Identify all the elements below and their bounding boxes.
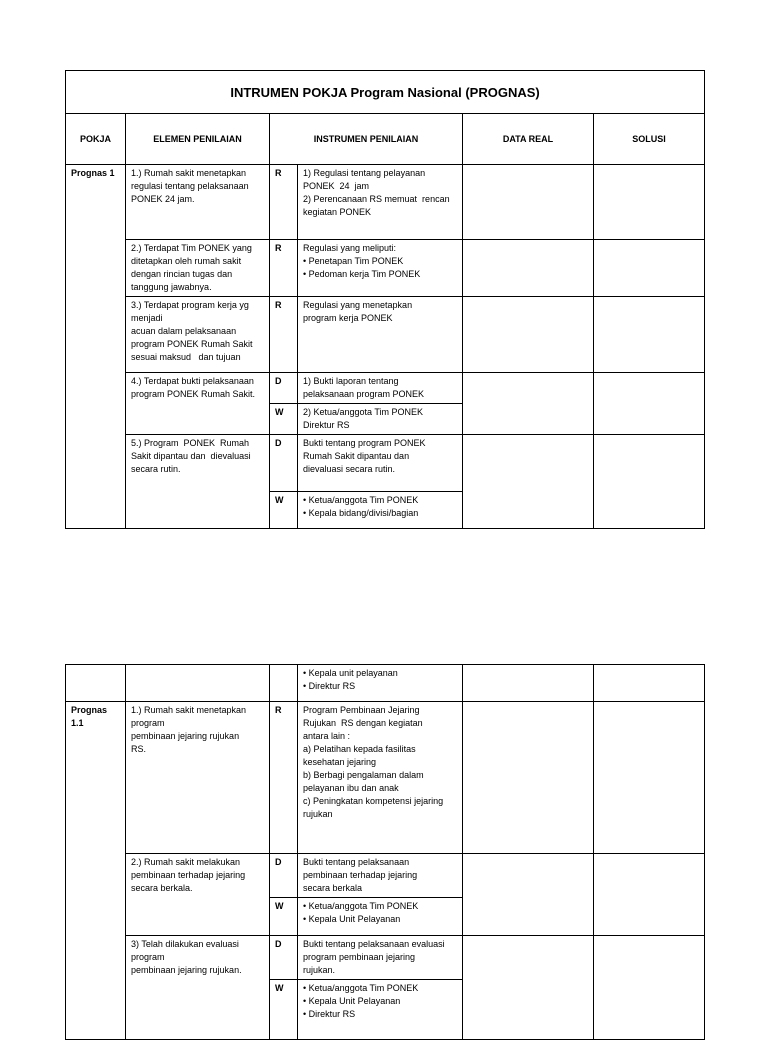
instrumen-cell: 1) Regulasi tentang pelayanan PONEK 24 jam 2) Perencanaan RS memuat rencan kegiatan PONEK [298, 165, 463, 240]
prognas-table-page-1 [65, 70, 705, 529]
elemen-cell: 2.) Terdapat Tim PONEK yang ditetapkan oleh rumah sakit dengan rincian tugas dan tanggung jawabnya. [126, 240, 270, 297]
header-instrumen: INSTRUMEN PENILAIAN [270, 114, 463, 165]
code-cell: R [270, 165, 298, 240]
table-row [66, 297, 705, 373]
instrumen-cell: Bukti tentang program PONEK Rumah Sakit dipantau dan dievaluasi secara rutin. [298, 435, 463, 492]
instrumen-cell: 2) Ketua/anggota Tim PONEK Direktur RS [298, 404, 463, 435]
table-row [66, 936, 705, 980]
elemen-cell: 3) Telah dilakukan evaluasi program pembinaan jejaring rujukan. [126, 936, 270, 1040]
data-real-cell[interactable] [463, 854, 594, 936]
header-row [66, 114, 705, 165]
elemen-cell: 4.) Terdapat bukti pelaksanaan program PONEK Rumah Sakit. [126, 373, 270, 435]
pokja-cell [66, 665, 126, 702]
elemen-cell: 5.) Program PONEK Rumah Sakit dipantau dan dievaluasi secara rutin. [126, 435, 270, 529]
instrumen-cell: Bukti tentang pelaksanaan evaluasi program pembinaan jejaring rujukan. [298, 936, 463, 980]
header-data-real: DATA REAL [463, 114, 594, 165]
elemen-cell: 1.) Rumah sakit menetapkan program pembinaan jejaring rujukan RS. [126, 702, 270, 854]
data-real-cell[interactable] [463, 165, 594, 240]
pokja-label: Prognas 1.1 [66, 702, 126, 1040]
instrumen-cell: • Ketua/anggota Tim PONEK • Kepala Unit Pelayanan [298, 898, 463, 936]
data-real-cell[interactable] [463, 240, 594, 297]
code-cell: R [270, 297, 298, 373]
solusi-cell[interactable] [594, 373, 705, 435]
prognas-table-page-2 [65, 664, 705, 1040]
code-cell: D [270, 936, 298, 980]
solusi-cell[interactable] [594, 702, 705, 854]
instrumen-cell: Regulasi yang menetapkan program kerja PONEK [298, 297, 463, 373]
table-row [66, 165, 705, 240]
solusi-cell[interactable] [594, 435, 705, 529]
instrumen-cell: • Kepala unit pelayanan • Direktur RS [298, 665, 463, 702]
code-cell: W [270, 404, 298, 435]
header-elemen: ELEMEN PENILAIAN [126, 114, 270, 165]
elemen-cell: 1.) Rumah sakit menetapkan regulasi tentang pelaksanaan PONEK 24 jam. [126, 165, 270, 240]
instrumen-cell: • Ketua/anggota Tim PONEK • Kepala Unit Pelayanan • Direktur RS [298, 980, 463, 1040]
solusi-cell[interactable] [594, 240, 705, 297]
elemen-cell [126, 665, 270, 702]
code-cell [270, 665, 298, 702]
instrumen-cell: Program Pembinaan Jejaring Rujukan RS dengan kegiatan antara lain : a) Pelatihan kepada fasilitas kesehatan jejaring b) Berbagi pengalaman dalam pelayanan ibu dan anak c) Peningkatan kompetensi jejaring rujukan [298, 702, 463, 854]
pokja-label: Prognas 1 [66, 165, 126, 529]
code-cell: W [270, 980, 298, 1040]
code-cell: W [270, 898, 298, 936]
table-row [66, 702, 705, 854]
instrumen-cell: • Ketua/anggota Tim PONEK • Kepala bidang/divisi/bagian [298, 492, 463, 529]
data-real-cell[interactable] [463, 297, 594, 373]
table-row [66, 240, 705, 297]
instrumen-cell: 1) Bukti laporan tentang pelaksanaan program PONEK [298, 373, 463, 404]
elemen-cell: 2.) Rumah sakit melakukan pembinaan terhadap jejaring secara berkala. [126, 854, 270, 936]
code-cell: R [270, 702, 298, 854]
code-cell: W [270, 492, 298, 529]
document-title: INTRUMEN POKJA Program Nasional (PROGNAS) [66, 71, 705, 114]
table-row [66, 373, 705, 404]
code-cell: D [270, 854, 298, 898]
solusi-cell[interactable] [594, 854, 705, 936]
instrumen-cell: Regulasi yang meliputi: • Penetapan Tim PONEK • Pedoman kerja Tim PONEK [298, 240, 463, 297]
table-row-continuation [66, 665, 705, 702]
header-solusi: SOLUSI [594, 114, 705, 165]
data-real-cell[interactable] [463, 373, 594, 435]
table-row [66, 854, 705, 898]
code-cell: D [270, 373, 298, 404]
table-row [66, 435, 705, 492]
data-real-cell[interactable] [463, 665, 594, 702]
code-cell: D [270, 435, 298, 492]
instrumen-cell: Bukti tentang pelaksanaan pembinaan terhadap jejaring secara berkala [298, 854, 463, 898]
elemen-cell: 3.) Terdapat program kerja yg menjadi acuan dalam pelaksanaan program PONEK Rumah Sakit sesuai maksud dan tujuan [126, 297, 270, 373]
data-real-cell[interactable] [463, 702, 594, 854]
code-cell: R [270, 240, 298, 297]
solusi-cell[interactable] [594, 297, 705, 373]
data-real-cell[interactable] [463, 435, 594, 529]
solusi-cell[interactable] [594, 165, 705, 240]
header-pokja: POKJA [66, 114, 126, 165]
solusi-cell[interactable] [594, 665, 705, 702]
